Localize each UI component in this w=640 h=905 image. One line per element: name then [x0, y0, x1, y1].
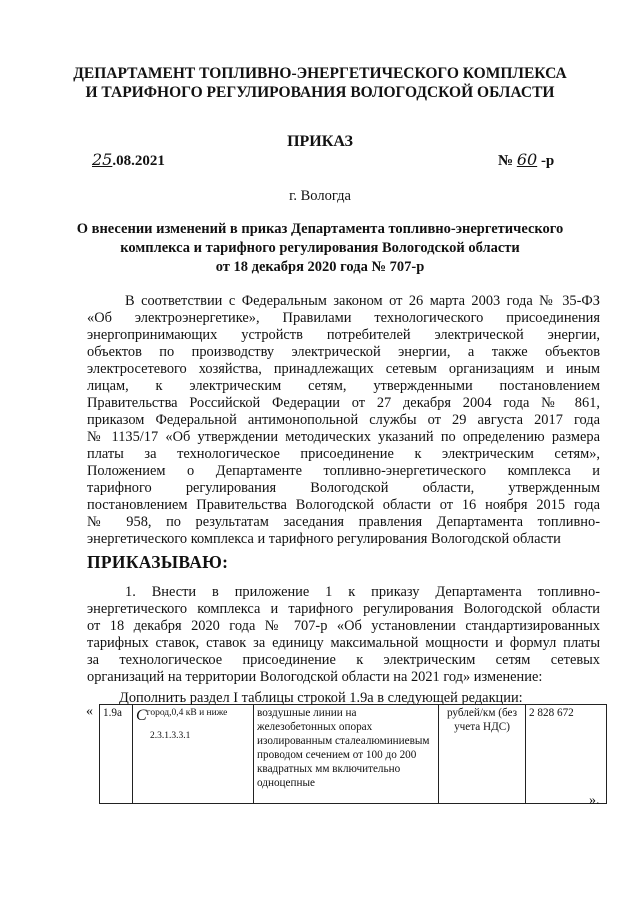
description-cell: воздушные линии на железобетонных опорах изолированным сталеалюминиевым проводом сечением от 100 до 200 квадратных мм включительно одноцепные: [254, 705, 439, 804]
preamble-line: тарифного регулирования Вологодской области, утвержденным: [87, 480, 600, 496]
formula-symbol: C: [136, 707, 147, 724]
preamble-line: В соответствии с Федеральным законом от 26 марта 2003 года № 35-ФЗ: [125, 293, 600, 309]
department-name-line2: И ТАРИФНОГО РЕГУЛИРОВАНИЯ ВОЛОГОДСКОЙ ОБЛАСТИ: [85, 84, 555, 101]
department-name-line1: ДЕПАРТАМЕНТ ТОПЛИВНО-ЭНЕРГЕТИЧЕСКОГО КОМПЛЕКСА: [73, 65, 567, 82]
handwritten-day: 25: [92, 150, 113, 169]
subject-line: О внесении изменений в приказ Департамента топливно-энергетического: [76, 221, 564, 237]
preamble-line: электросетевого хозяйства, принадлежащих сетевым организациям и иным: [87, 361, 600, 377]
open-quote: «: [86, 704, 93, 719]
subject-line: комплекса и тарифного регулирования Вологодской области: [120, 240, 520, 256]
row-number-cell: 1.9а: [100, 705, 133, 804]
preamble-line: № 1135/17 «Об утверждении методических указаний по определению размера: [87, 429, 600, 445]
item1-line: от 18 декабря 2020 года № 707-р «Об установлении стандартизированных: [87, 618, 600, 634]
formula-cell: [133, 705, 254, 804]
preamble-line: № 958, по результатам заседания правления Департамента топливно-: [87, 514, 600, 530]
table-row: [100, 705, 607, 804]
preamble-line: приказом Федеральной антимонопольной службы от 29 августа 2017 года: [87, 412, 600, 428]
preamble-line: энергопринимающих устройств потребителей электрической энергии,: [87, 327, 600, 343]
preamble-line: энергетического комплекса и тарифного регулирования Вологодской области: [87, 531, 561, 547]
tariff-table: [99, 704, 607, 804]
preamble-line: постановлением Правительства Вологодской области от 16 ноября 2015 года: [87, 497, 600, 513]
preamble-line: объектов по производству электрической энергии, а также объектов: [87, 344, 600, 360]
preamble-line: Положением о Департаменте топливно-энергетического комплекса и: [87, 463, 600, 479]
preamble-line: Правительства Российской Федерации от 27 декабря 2004 года № 861,: [87, 395, 600, 411]
item1-line: 1. Внести в приложение 1 к приказу Департамента топливно-: [125, 584, 600, 600]
value-cell: 2 828 672: [526, 705, 607, 804]
printed-date: .08.2021: [112, 153, 165, 169]
item1-line: за технологическое присоединение к электрическим сетям сетевых: [87, 652, 600, 668]
preamble-line: платы за технологическое присоединение к электрическим сетям»,: [87, 446, 600, 462]
number-prefix: №: [498, 153, 514, 169]
city: г. Вологда: [289, 188, 351, 204]
preamble-line: лицам, к электрическим сетям, утвержденными постановлением: [87, 378, 600, 394]
order-subject: [0, 220, 640, 277]
order-word: ПРИКАЗЫВАЮ:: [87, 552, 229, 572]
number-suffix: -р: [540, 153, 555, 169]
unit-cell: рублей/км (без учета НДС): [439, 705, 526, 804]
item1-line: тарифных ставок, ставок за единицу максимальной мощности и формул платы: [87, 635, 600, 651]
subject-line: от 18 декабря 2020 года № 707-р: [215, 259, 425, 275]
order-number: [498, 150, 554, 170]
formula-superscript: город,0,4 кВ и ниже: [146, 708, 228, 718]
formula-subscript: 2.3.1.3.3.1: [150, 731, 191, 741]
handwritten-number: 60: [516, 150, 538, 169]
item1-line: организаций на территории Вологодской области на 2021 год» изменение:: [87, 669, 543, 685]
document-type: ПРИКАЗ: [287, 133, 353, 150]
add-row-instruction: Дополнить раздел I таблицы строкой 1.9а в следующей редакции:: [119, 690, 523, 706]
order-date: [92, 150, 165, 170]
preamble-line: «Об электроэнергетике», Правилами технологического присоединения: [87, 310, 600, 326]
close-quote: ».: [589, 793, 600, 808]
item1-line: энергетического комплекса и тарифного регулирования Вологодской области: [87, 601, 600, 617]
